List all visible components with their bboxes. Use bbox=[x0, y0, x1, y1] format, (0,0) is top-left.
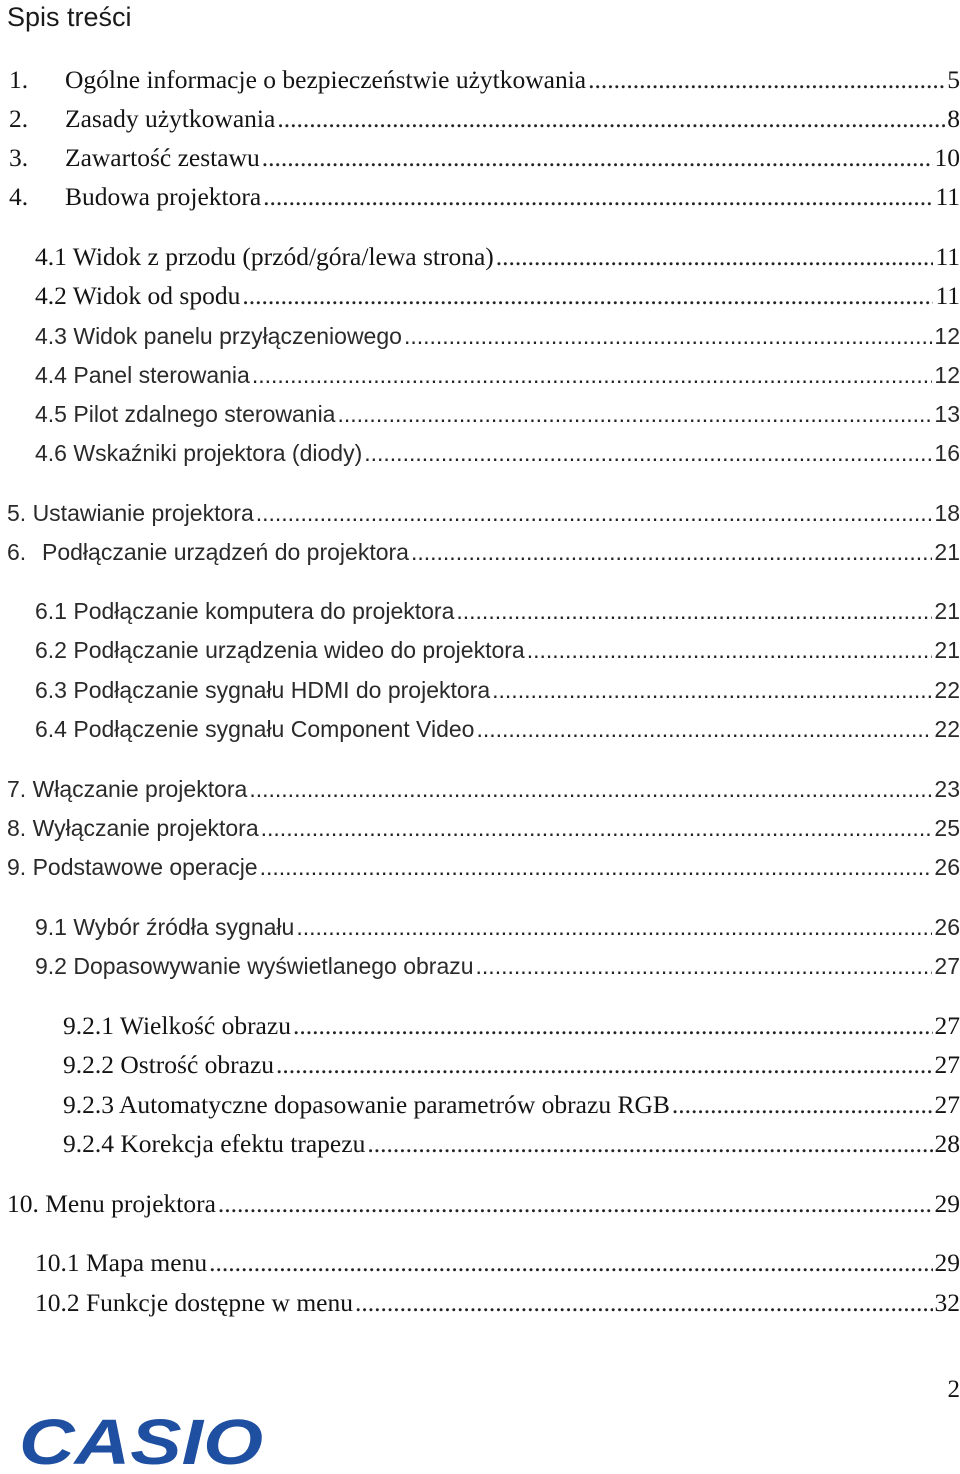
toc-entry-page: 11 bbox=[935, 281, 960, 310]
toc-entry-4[interactable] bbox=[9, 181, 960, 213]
toc-entry-text: 9.2 Dopasowywanie wyświetlanego obrazu bbox=[35, 953, 474, 979]
toc-entry-text: Ogólne informacje o bezpieczeństwie użytkowania bbox=[65, 65, 587, 94]
toc-entry-page: 27 bbox=[934, 1050, 960, 1079]
toc-entry-page: 16 bbox=[934, 440, 960, 466]
toc-entry-9[interactable] bbox=[7, 851, 960, 883]
toc-entry-4-3[interactable] bbox=[35, 320, 960, 352]
toc-entry-page: 27 bbox=[934, 1011, 960, 1040]
toc-entry-page: 25 bbox=[934, 815, 960, 841]
toc-entry-9-2[interactable] bbox=[35, 950, 960, 982]
toc-leader-dots bbox=[492, 674, 932, 706]
toc-leader-dots bbox=[355, 1287, 933, 1319]
toc-leader-dots bbox=[588, 64, 945, 96]
toc-entry-text: 4.4 Panel sterowania bbox=[35, 362, 250, 388]
toc-entry-text: 10.1 Mapa menu bbox=[35, 1248, 208, 1277]
toc-entry-text: Zasady użytkowania bbox=[65, 104, 276, 133]
toc-entry-text: 5. Ustawianie projektora bbox=[7, 500, 254, 526]
toc-leader-dots bbox=[364, 437, 932, 469]
toc-leader-dots bbox=[242, 280, 933, 312]
toc-leader-dots bbox=[262, 142, 933, 174]
toc-entry-text: Zawartość zestawu bbox=[65, 143, 260, 172]
toc-entry-number: 2. bbox=[9, 104, 29, 133]
toc-entry-text: Podłączanie urządzeń do projektora bbox=[42, 539, 409, 565]
toc-entry-4-6[interactable] bbox=[35, 437, 960, 469]
toc-entry-number: 6. bbox=[7, 539, 27, 565]
toc-entry-text: 6.4 Podłączenie sygnału Component Video bbox=[35, 716, 475, 742]
toc-entry-page: 27 bbox=[934, 1090, 960, 1119]
toc-leader-dots bbox=[404, 320, 932, 352]
toc-leader-dots bbox=[527, 634, 933, 666]
toc-leader-dots bbox=[337, 398, 932, 430]
toc-entry-text: 7. Włączanie projektora bbox=[7, 776, 248, 802]
toc-leader-dots bbox=[293, 1010, 933, 1042]
toc-entry-6[interactable] bbox=[7, 536, 960, 568]
toc-entry-6-3[interactable] bbox=[35, 674, 960, 706]
toc-entry-page: 29 bbox=[934, 1248, 960, 1277]
casio-logo bbox=[19, 1412, 265, 1470]
toc-entry-9-2-1[interactable] bbox=[63, 1010, 960, 1042]
toc-entry-text: 4.1 Widok z przodu (przód/góra/lewa strona) bbox=[35, 242, 494, 271]
toc-leader-dots bbox=[209, 1247, 932, 1279]
toc-entry-text: 10.2 Funkcje dostępne w menu bbox=[35, 1288, 353, 1317]
toc-entry-page: 32 bbox=[934, 1288, 960, 1317]
toc-entry-number: 4. bbox=[9, 182, 29, 211]
toc-leader-dots bbox=[672, 1089, 933, 1121]
toc-entry-page: 11 bbox=[935, 182, 960, 211]
toc-leader-dots bbox=[296, 911, 932, 943]
toc-entry-9-2-4[interactable] bbox=[63, 1128, 960, 1160]
toc-entry-page: 11 bbox=[935, 242, 960, 271]
toc-entry-9-1[interactable] bbox=[35, 911, 960, 943]
toc-entry-page: 22 bbox=[934, 677, 960, 703]
toc-leader-dots bbox=[367, 1128, 932, 1160]
toc-entry-2[interactable] bbox=[9, 103, 960, 135]
toc-entry-4-2[interactable] bbox=[35, 280, 960, 312]
toc-entry-page: 12 bbox=[934, 323, 960, 349]
toc-entry-10[interactable] bbox=[7, 1188, 960, 1220]
toc-entry-page: 18 bbox=[934, 500, 960, 526]
toc-entry-page: 13 bbox=[934, 401, 960, 427]
toc-leader-dots bbox=[256, 497, 933, 529]
toc-entry-text: Budowa projektora bbox=[65, 182, 262, 211]
toc-leader-dots bbox=[476, 950, 933, 982]
toc-entry-page: 26 bbox=[934, 854, 960, 880]
toc-leader-dots bbox=[456, 595, 932, 627]
toc-entry-text: 8. Wyłączanie projektora bbox=[7, 815, 259, 841]
toc-entry-4-1[interactable] bbox=[35, 241, 960, 273]
toc-entry-10-2[interactable] bbox=[35, 1287, 960, 1319]
toc-leader-dots bbox=[218, 1188, 933, 1220]
toc-entry-page: 21 bbox=[934, 539, 960, 565]
toc-entry-page: 21 bbox=[934, 637, 960, 663]
toc-entry-8[interactable] bbox=[7, 812, 960, 844]
toc-entry-5[interactable] bbox=[7, 497, 960, 529]
toc-entry-6-1[interactable] bbox=[35, 595, 960, 627]
toc-entry-number: 1. bbox=[9, 65, 29, 94]
toc-entry-text: 9.2.4 Korekcja efektu trapezu bbox=[63, 1129, 366, 1158]
toc-entry-9-2-2[interactable] bbox=[63, 1049, 960, 1081]
toc-entry-text: 9.2.1 Wielkość obrazu bbox=[63, 1011, 291, 1040]
toc-entry-7[interactable] bbox=[7, 773, 960, 805]
toc-entry-text: 9.2.2 Ostrość obrazu bbox=[63, 1050, 275, 1079]
toc-entry-page: 5 bbox=[947, 65, 960, 94]
toc-entry-page: 12 bbox=[934, 362, 960, 388]
toc-entry-text: 6.2 Podłączanie urządzenia wideo do projektora bbox=[35, 637, 525, 663]
toc-entry-6-4[interactable] bbox=[35, 713, 960, 745]
toc-entry-10-1[interactable] bbox=[35, 1247, 960, 1279]
toc-leader-dots bbox=[249, 773, 932, 805]
toc-leader-dots bbox=[277, 103, 945, 135]
toc-entry-text: 4.5 Pilot zdalnego sterowania bbox=[35, 401, 336, 427]
toc-entry-page: 27 bbox=[934, 953, 960, 979]
toc-title: Spis treści bbox=[7, 2, 132, 32]
toc-entry-9-2-3[interactable] bbox=[63, 1089, 960, 1121]
toc-entry-page: 10 bbox=[934, 143, 960, 172]
toc-entry-text: 9.1 Wybór źródła sygnału bbox=[35, 914, 295, 940]
toc-entry-text: 4.6 Wskaźniki projektora (diody) bbox=[35, 440, 363, 466]
toc-entry-text: 10. Menu projektora bbox=[7, 1189, 216, 1218]
toc-entry-4-4[interactable] bbox=[35, 359, 960, 391]
toc-leader-dots bbox=[260, 851, 933, 883]
toc-entry-text: 4.3 Widok panelu przyłączeniowego bbox=[35, 323, 402, 349]
toc-leader-dots bbox=[476, 713, 932, 745]
toc-entry-3[interactable] bbox=[9, 142, 960, 174]
toc-entry-page: 21 bbox=[934, 598, 960, 624]
toc-leader-dots bbox=[261, 812, 933, 844]
toc-entry-6-2[interactable] bbox=[35, 634, 960, 666]
toc-entry-text: 6.1 Podłączanie komputera do projektora bbox=[35, 598, 455, 624]
toc-leader-dots bbox=[411, 536, 932, 568]
toc-entry-text: 4.2 Widok od spodu bbox=[35, 281, 241, 310]
casio-logo-text: CASIO bbox=[19, 1412, 263, 1470]
toc-entry-page: 23 bbox=[934, 776, 960, 802]
toc-entry-text: 6.3 Podłączanie sygnału HDMI do projektora bbox=[35, 677, 491, 703]
toc-entry-1[interactable] bbox=[9, 64, 960, 96]
toc-entry-page: 22 bbox=[934, 716, 960, 742]
toc-entry-number: 3. bbox=[9, 143, 29, 172]
toc-leader-dots bbox=[263, 181, 933, 213]
toc-entry-page: 28 bbox=[934, 1129, 960, 1158]
toc-entry-page: 8 bbox=[947, 104, 960, 133]
toc-leader-dots bbox=[276, 1049, 932, 1081]
toc-entry-page: 29 bbox=[934, 1189, 960, 1218]
page-number: 2 bbox=[947, 1376, 960, 1403]
toc-entry-text: 9.2.3 Automatyczne dopasowanie parametrów obrazu RGB bbox=[63, 1090, 670, 1119]
toc-entry-text: 9. Podstawowe operacje bbox=[7, 854, 258, 880]
toc-leader-dots bbox=[496, 241, 934, 273]
toc-leader-dots bbox=[252, 359, 933, 391]
toc-entry-4-5[interactable] bbox=[35, 398, 960, 430]
toc-entry-page: 26 bbox=[934, 914, 960, 940]
